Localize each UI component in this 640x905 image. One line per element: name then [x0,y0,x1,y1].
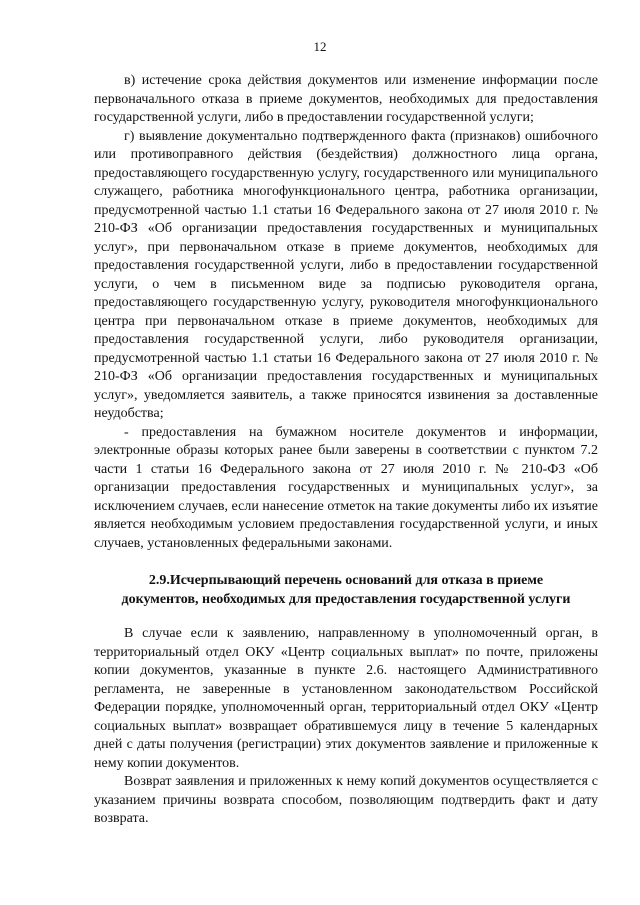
paragraph-v: в) истечение срока действия документов или изменение информации после первоначального отказа в приеме документов, необходимых для предоставления государственной услуги, либо в предоставлении государственной услуги; [94,73,598,125]
paragraph-return-method: Возврат заявления и приложенных к нему копий документов осуществляется с указанием причины возврата способом, позволяющим подтвердить факт и дату возврата. [94,774,598,826]
paragraph-g: г) выявление документально подтвержденного факта (признаков) ошибочного или противоправного действия (бездействия) должностного лица органа, предоставляющего государственную услугу, государственного или муниципального служащего, работника многофункционального центра, работника организации, предусмотренной частью 1.1 статьи 16 Федерального закона от 27 июля 2010 г. № 210-ФЗ «Об организации предоставления государственных и муниципальных услуг», при первоначальном отказе в приеме документов, необходимых для предоставления государственной услуги, либо в предоставлении государственной услуги, о чем в письменном виде за подписью руководителя органа, предоставляющего государственную услугу, руководителя многофункционального центра при первоначальном отказе в приеме документов, необходимых для предоставления государственной услуги, либо руководителя организации, предусмотренной частью 1.1 статьи 16 Федерального закона от 27 июля 2010 г. № 210-ФЗ «Об организации предоставления государственных и муниципальных услуг», уведомляется заявитель, а также приносятся извинения за доставленные неудобства; [94,128,598,421]
section-heading-line-2: документов, необходимых для предоставления государственной услуги [121,592,571,607]
section-heading [94,571,598,609]
document-body [94,72,598,829]
paragraph-return-case: В случае если к заявлению, направленному в уполномоченный орган, в территориальный отдел ОКУ «Центр социальных выплат» по почте, приложены копии документов, указанные в пункте 2.6. настоящего Административного регламента, не заверенные в установленном законодательством Российской Федерации порядке, уполномоченный орган, территориальный отдел ОКУ «Центр социальных выплат» возвращает обратившемуся лицу в течение 5 календарных дней с даты получения (регистрации) этих документов заявление и приложенные к нему копии документов. [94,626,598,771]
section-heading-line-1: 2.9.Исчерпывающий перечень оснований для отказа в приеме [148,573,544,588]
page-number: 12 [313,39,327,54]
paragraph-dash: - предоставления на бумажном носителе документов и информации, электронные образы которых ранее были заверены в соответствии с пунктом 7.2 части 1 статьи 16 Федерального закона от 27 июля 2010 г. № 210-ФЗ «Об организации предоставления государственных и муниципальных услуг», за исключением случаев, если нанесение отметок на такие документы либо их изъятие является необходимым условием предоставления государственной услуги, и иных случаев, установленных федеральными законами. [94,424,598,551]
